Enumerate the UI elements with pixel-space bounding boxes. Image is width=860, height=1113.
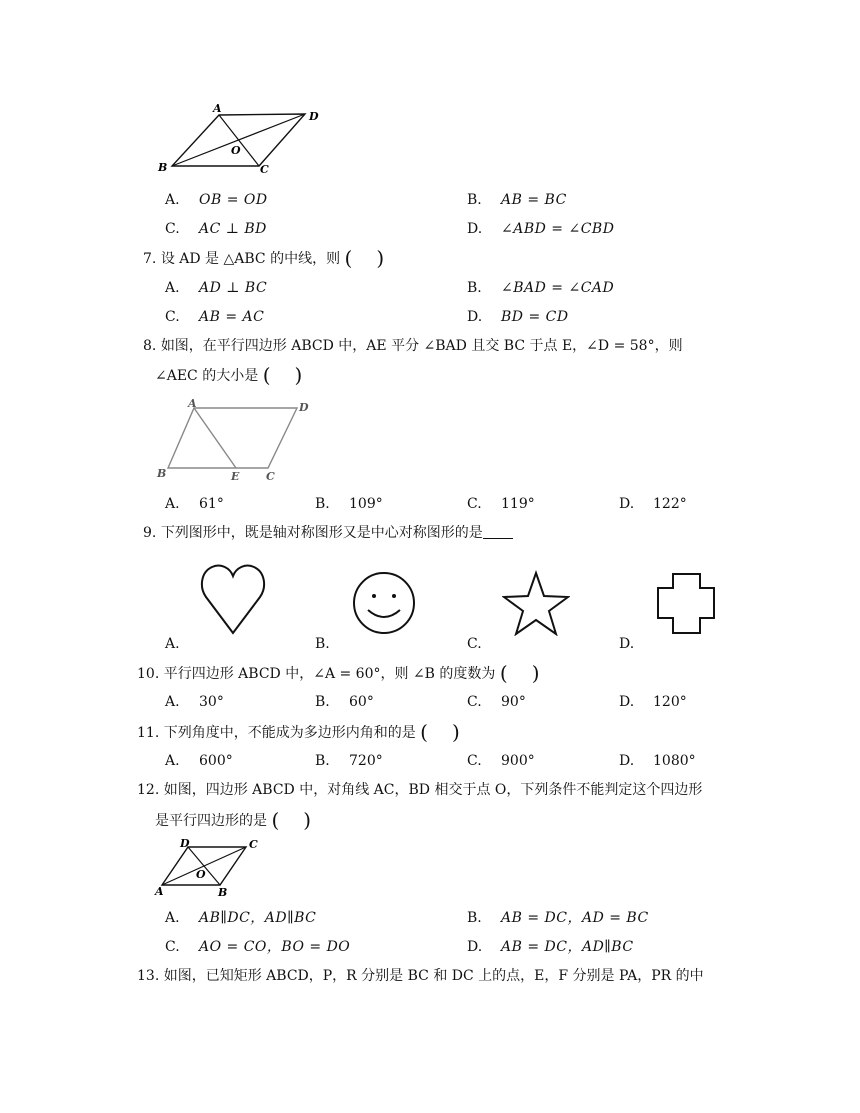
q6-option-d [467, 220, 614, 238]
option-label: A. [165, 280, 180, 296]
q6-fig-label-a: A [213, 102, 222, 115]
option-label: A. [165, 694, 180, 710]
option-label: D. [467, 939, 483, 955]
q10-option-b [315, 693, 374, 711]
q6-option-c [165, 220, 267, 238]
option-text: 90° [501, 694, 526, 710]
option-text: BD = CD [501, 309, 569, 325]
q12-fig-label-a: A [155, 885, 164, 898]
q9-option-b-label: B. [315, 636, 330, 652]
option-label: B. [315, 496, 330, 512]
option-label: C. [165, 939, 180, 955]
q13-stem [137, 967, 704, 985]
q10-option-c [467, 693, 526, 711]
q8-fig-label-b: B [157, 467, 167, 480]
q9-stem [143, 524, 513, 542]
q9-option-c-label: C. [467, 636, 482, 652]
q12-option-a [165, 909, 316, 927]
question-number: 12. [137, 782, 160, 798]
option-text: 30° [199, 694, 224, 710]
option-text: AB = DC，AD = BC [501, 910, 649, 926]
q12-option-b [467, 909, 649, 927]
option-text: AB = DC，AD∥BC [501, 939, 634, 955]
question-text: 如图，四边形 ABCD 中，对角线 AC，BD 相交于点 O，下列条件不能判定这个四边形 [163, 782, 703, 798]
option-text: AB = AC [199, 309, 265, 325]
question-text: 下列角度中，不能成为多边形内角和的是 [163, 725, 416, 741]
answer-paren-close: ) [531, 661, 540, 685]
q12-fig-label-o: O [196, 868, 206, 881]
answer-paren-open: ( [271, 808, 280, 832]
question-text-cont: 是平行四边形的是 [155, 813, 267, 829]
option-text: 900° [501, 753, 535, 769]
q8-stem-line1 [143, 337, 683, 355]
q7-stem [143, 246, 385, 270]
option-label: B. [467, 280, 482, 296]
answer-paren-open: ( [344, 246, 353, 270]
q7-option-c [165, 308, 264, 326]
q12-quadrilateral-figure [150, 835, 270, 901]
q6-fig-label-b: B [158, 161, 168, 174]
q8-option-d [619, 495, 687, 513]
option-label: D. [619, 753, 635, 769]
option-label: A. [165, 910, 180, 926]
answer-blank [483, 526, 513, 539]
q6-parallelogram-figure [150, 100, 340, 180]
q6-option-b [467, 191, 567, 209]
option-label: D. [467, 221, 483, 237]
question-number: 9. [143, 525, 157, 541]
answer-paren-open: ( [499, 661, 508, 685]
answer-paren-close: ) [294, 363, 303, 387]
option-label: C. [467, 753, 482, 769]
option-label: A. [165, 496, 180, 512]
heart-icon [199, 563, 267, 637]
q11-option-a [165, 752, 233, 770]
question-number: 8. [143, 338, 157, 354]
q8-option-b [315, 495, 383, 513]
option-label: C. [165, 221, 180, 237]
q7-option-b [467, 279, 614, 297]
question-number: 10. [137, 666, 160, 682]
option-label: C. [165, 309, 180, 325]
q10-option-a [165, 693, 224, 711]
q12-option-c [165, 938, 350, 956]
option-text: 119° [501, 496, 535, 512]
q11-stem [137, 720, 460, 744]
q8-fig-label-a: A [188, 397, 197, 410]
q10-option-d [619, 693, 687, 711]
question-text-cont: ∠AEC 的大小是 [155, 368, 259, 384]
q8-option-c [467, 495, 535, 513]
answer-paren-open: ( [420, 720, 428, 744]
q8-fig-label-d: D [299, 401, 309, 414]
q8-fig-label-e: E [231, 470, 240, 483]
option-text: 1080° [653, 753, 696, 769]
option-text: 61° [199, 496, 224, 512]
question-number: 13. [137, 968, 160, 984]
q9-option-d-label: D. [619, 636, 635, 652]
question-text: 下列图形中，既是轴对称图形又是中心对称图形的是 [160, 525, 483, 541]
q12-fig-label-d: D [180, 837, 190, 850]
question-number: 7. [143, 251, 157, 267]
option-text: ∠ABD = ∠CBD [501, 221, 615, 237]
option-label: D. [467, 309, 483, 325]
option-label: A. [165, 192, 180, 208]
option-label: C. [467, 496, 482, 512]
option-label: B. [315, 753, 330, 769]
option-text: 720° [349, 753, 383, 769]
option-text: AD ⊥ BC [199, 280, 268, 296]
option-label: B. [315, 694, 330, 710]
q8-fig-label-c: C [266, 470, 275, 483]
option-text: AO = CO，BO = DO [199, 939, 351, 955]
answer-paren-close: ) [376, 246, 385, 270]
question-text: 如图，在平行四边形 ABCD 中，AE 平分 ∠BAD 且交 BC 于点 E，∠D = 58°，则 [160, 338, 683, 354]
q11-option-c [467, 752, 535, 770]
answer-paren-open: ( [262, 363, 271, 387]
option-label: C. [467, 694, 482, 710]
option-label: D. [619, 694, 635, 710]
smiley-face-icon [350, 570, 418, 636]
option-text: OB = OD [199, 192, 268, 208]
answer-paren-close: ) [303, 808, 312, 832]
q7-option-d [467, 308, 569, 326]
option-label: D. [619, 496, 635, 512]
q11-option-b [315, 752, 383, 770]
q12-stem-line2 [155, 808, 312, 832]
q12-option-d [467, 938, 634, 956]
option-text: ∠BAD = ∠CAD [501, 280, 615, 296]
q8-stem-line2 [155, 363, 303, 387]
q12-fig-label-c: C [249, 838, 258, 851]
q11-option-d [619, 752, 696, 770]
option-label: B. [467, 192, 482, 208]
q6-fig-label-c: C [260, 163, 269, 176]
option-text: AC ⊥ BD [199, 221, 267, 237]
option-text: 60° [349, 694, 374, 710]
option-label: A. [165, 753, 180, 769]
answer-paren-close: ) [451, 720, 460, 744]
q6-fig-label-o: O [231, 144, 241, 157]
q12-stem-line1 [137, 781, 702, 799]
option-text: AB∥DC，AD∥BC [199, 910, 317, 926]
option-text: 600° [199, 753, 233, 769]
q6-fig-label-d: D [309, 110, 319, 123]
cross-shape-icon [654, 572, 720, 636]
option-text: 122° [653, 496, 687, 512]
q12-fig-label-b: B [218, 886, 228, 899]
question-text: 如图，已知矩形 ABCD，P，R 分别是 BC 和 DC 上的点，E，F 分别是 PA，PR 的中 [163, 968, 704, 984]
q8-parallelogram-figure [150, 395, 320, 487]
option-text: AB = BC [501, 192, 567, 208]
question-text: 平行四边形 ABCD 中，∠A = 60°，则 ∠B 的度数为 [163, 666, 496, 682]
q6-option-a [165, 191, 268, 209]
question-number: 11. [137, 725, 160, 741]
q8-option-a [165, 495, 224, 513]
option-text: 120° [653, 694, 687, 710]
option-label: B. [467, 910, 482, 926]
q7-option-a [165, 279, 267, 297]
question-text: 设 AD 是 △ABC 的中线，则 [160, 251, 341, 267]
q10-stem [137, 661, 540, 685]
option-text: 109° [349, 496, 383, 512]
star-icon [502, 570, 570, 636]
q9-option-a-label: A. [165, 636, 180, 652]
